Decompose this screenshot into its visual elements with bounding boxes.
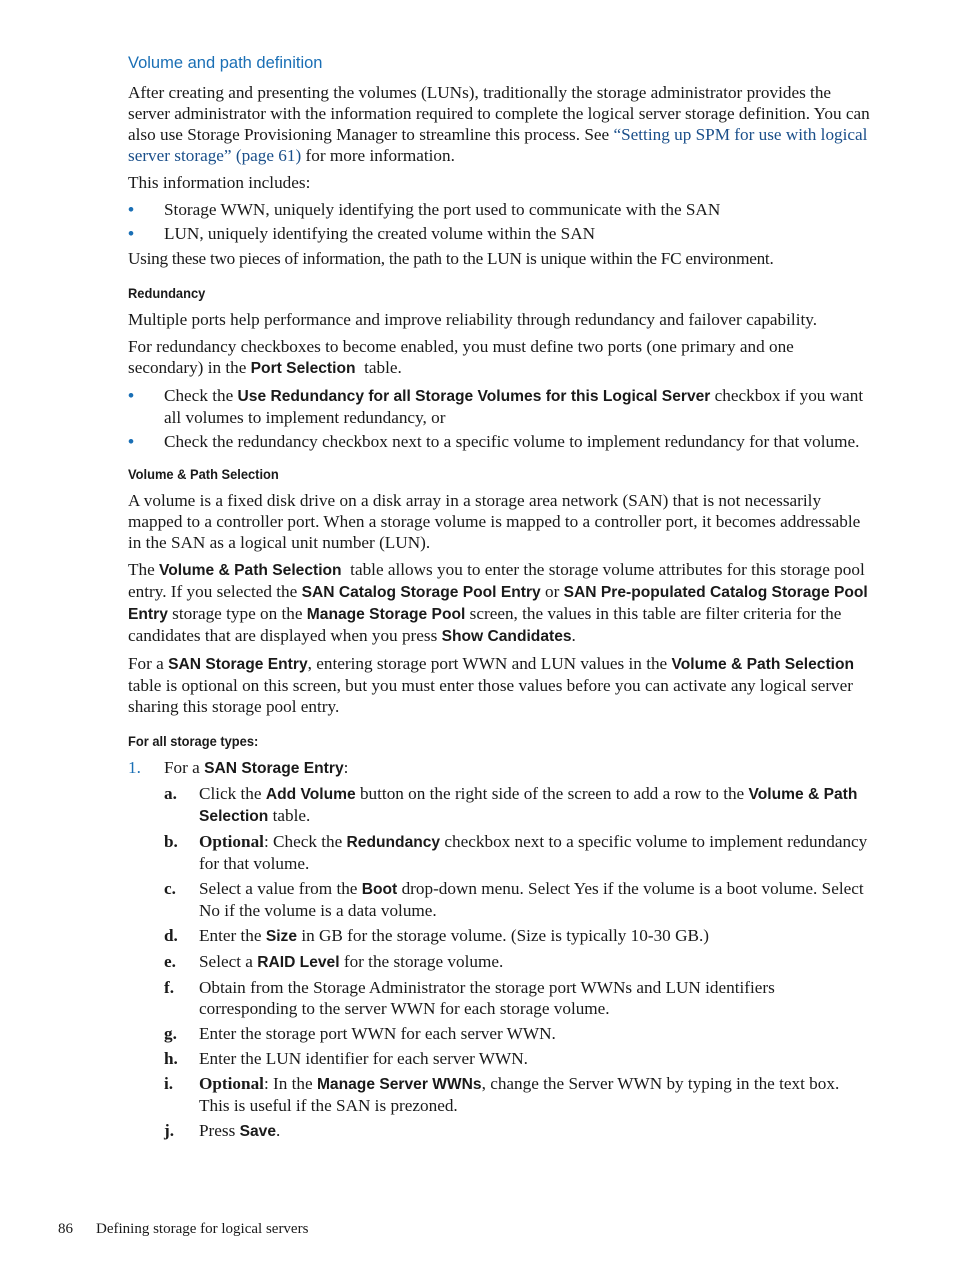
path-unique-paragraph: Using these two pieces of information, the path to the LUN is unique within the FC environment. xyxy=(128,249,774,268)
text: screen, the values in this table are filter criteria for the candidates that are displayed when you press xyxy=(128,604,842,645)
text: : xyxy=(343,758,349,777)
optional-label: Optional xyxy=(199,1074,264,1093)
text: for the storage volume. xyxy=(339,952,504,971)
volume-path-selection-label: Volume & Path Selection xyxy=(159,562,342,579)
text: Press xyxy=(199,1121,240,1140)
section-title: Volume and path definition xyxy=(128,54,323,72)
substep-item xyxy=(164,878,870,921)
substeps-list xyxy=(164,783,870,1142)
steps-list xyxy=(128,757,870,1142)
substep-item xyxy=(164,1023,870,1044)
text: , entering storage port WWN and LUN values in the xyxy=(307,654,672,673)
page-content xyxy=(128,52,870,1146)
raid-level-label: RAID Level xyxy=(257,954,340,971)
san-prepopulated-label: SAN Pre-populated Catalog Storage Pool Entry xyxy=(128,584,868,623)
boot-label: Boot xyxy=(361,881,398,898)
bullet-text: LUN, uniquely identifying the created volume within the SAN xyxy=(164,224,596,243)
bullet-icon: • xyxy=(128,224,135,243)
manage-server-wwns-label: Manage Server WWNs xyxy=(316,1076,482,1093)
page-number: 86 xyxy=(58,1221,73,1237)
text: Check the xyxy=(164,386,238,405)
list-item xyxy=(128,199,870,220)
text: Click the xyxy=(199,784,266,803)
text: For redundancy checkboxes to become enabled, you must define two ports (one primary and one secondary) in the xyxy=(128,337,794,377)
substep-item xyxy=(164,1048,870,1069)
substep-item xyxy=(164,925,870,947)
list-item xyxy=(128,385,870,428)
substep-item xyxy=(164,1120,870,1142)
add-volume-label: Add Volume xyxy=(265,786,356,803)
substep-letter: i. xyxy=(164,1074,174,1093)
text: Enter the LUN identifier for each server WWN. xyxy=(199,1049,528,1068)
bullet-icon: • xyxy=(128,432,135,451)
san-storage-entry-paragraph xyxy=(128,653,870,717)
text: in GB for the storage volume. (Size is typically 10-30 GB.) xyxy=(297,926,709,945)
redundancy-enable-paragraph xyxy=(128,336,870,379)
redundancy-bullet-list xyxy=(128,385,870,452)
redundancy-paragraph: Multiple ports help performance and improve reliability through redundancy and failover capability. xyxy=(128,310,818,329)
volume-definition-paragraph: A volume is a fixed disk drive on a disk array in a storage area network (SAN) that is not necessarily mapped to a controller port. When a storage volume is mapped to a controller port, it becomes addressable in the SAN as a logical unit number (LUN). xyxy=(128,491,861,552)
text: or xyxy=(540,582,564,601)
size-label: Size xyxy=(265,928,298,945)
text: checkbox if you want all volumes to implement redundancy, or xyxy=(164,386,864,427)
volume-path-table-paragraph xyxy=(128,559,870,647)
page-footer xyxy=(58,1221,308,1238)
substep-letter: h. xyxy=(164,1049,178,1068)
substep-letter: b. xyxy=(164,832,178,851)
includes-paragraph: This information includes: xyxy=(128,173,311,192)
san-storage-entry-label: SAN Storage Entry xyxy=(204,760,344,777)
substep-item xyxy=(164,783,870,827)
intro-text: After creating and presenting the volumes (LUNs), traditionally the storage administrator provides the server administrator with the information required to complete the logical server storage definition. You can also use Storage Provisioning Manager to streamline this process. See xyxy=(128,83,870,144)
redundancy-label: Redundancy xyxy=(346,834,441,851)
substep-item xyxy=(164,1073,870,1116)
optional-label: Optional xyxy=(199,832,264,851)
text: For a xyxy=(164,758,205,777)
manage-storage-pool-label: Manage Storage Pool xyxy=(306,606,466,623)
text: Enter the xyxy=(199,926,266,945)
substep-item xyxy=(164,951,870,973)
port-selection-label: Port Selection xyxy=(250,360,356,377)
list-item xyxy=(128,431,870,452)
text: storage type on the xyxy=(167,604,307,623)
text: Check the redundancy checkbox next to a specific volume to implement redundancy for that volume. xyxy=(164,432,860,451)
bullet-text: Storage WWN, uniquely identifying the port used to communicate with the SAN xyxy=(164,200,721,219)
san-storage-entry-label: SAN Storage Entry xyxy=(168,656,308,673)
substep-letter: g. xyxy=(164,1024,177,1043)
intro-paragraph xyxy=(128,82,870,166)
text: table. xyxy=(355,358,402,377)
save-label: Save xyxy=(239,1123,277,1140)
volume-path-selection-label: Volume & Path Selection xyxy=(199,786,858,825)
volume-path-selection-label: Volume & Path Selection xyxy=(671,656,855,673)
text: Select a value from the xyxy=(199,879,362,898)
text: table is optional on this screen, but you must enter those values before you can activate any logical server sharing this storage pool entry. xyxy=(128,676,853,716)
text: Select a xyxy=(199,952,258,971)
text: : In the xyxy=(263,1074,317,1093)
text: table allows you to enter the storage volume attributes for this storage pool entry. If you selected the xyxy=(128,560,870,601)
text: For a xyxy=(128,654,169,673)
list-item xyxy=(128,223,870,244)
info-bullet-list xyxy=(128,199,870,244)
volume-path-heading: Volume & Path Selection xyxy=(128,466,279,482)
substep-item xyxy=(164,831,870,874)
substep-letter: f. xyxy=(164,978,175,997)
text: table. xyxy=(268,806,311,825)
step-item xyxy=(128,757,870,1142)
substep-letter: a. xyxy=(164,784,177,803)
spm-page-link[interactable]: “Setting up SPM for use with logical server storage” (page 61) xyxy=(128,125,868,165)
substep-letter: d. xyxy=(164,926,178,945)
bullet-icon: • xyxy=(128,200,135,219)
text: checkbox next to a specific volume to implement redundancy for that volume. xyxy=(199,832,868,873)
text: . xyxy=(276,1121,281,1140)
substep-letter: e. xyxy=(164,952,176,971)
text: button on the right side of the screen to add a row to the xyxy=(355,784,749,803)
text: The xyxy=(128,560,160,579)
text: Enter the storage port WWN for each server WWN. xyxy=(199,1024,556,1043)
all-storage-types-heading: For all storage types: xyxy=(128,733,259,749)
substep-item xyxy=(164,977,870,1019)
text: drop-down menu. Select Yes if the volume is a boot volume. Select No if the volume is a data volume. xyxy=(199,879,864,920)
redundancy-heading: Redundancy xyxy=(128,285,206,301)
use-redundancy-label: Use Redundancy for all Storage Volumes for this Logical Server xyxy=(237,388,711,405)
bullet-icon: • xyxy=(128,386,135,405)
text: : Check the xyxy=(263,832,347,851)
substep-letter: j. xyxy=(164,1121,175,1140)
intro-text-end: for more information. xyxy=(301,146,455,165)
show-candidates-label: Show Candidates xyxy=(441,628,572,645)
step-number: 1. xyxy=(128,758,141,777)
substep-letter: c. xyxy=(164,879,176,898)
text: Obtain from the Storage Administrator the storage port WWNs and LUN identifiers corresponding to the server WWN for each storage volume. xyxy=(199,978,775,1018)
chapter-title: Defining storage for logical servers xyxy=(96,1221,309,1237)
text: , change the Server WWN by typing in the text box. This is useful if the SAN is prezoned. xyxy=(199,1074,840,1115)
san-catalog-label: SAN Catalog Storage Pool Entry xyxy=(301,584,541,601)
text: . xyxy=(571,626,576,645)
